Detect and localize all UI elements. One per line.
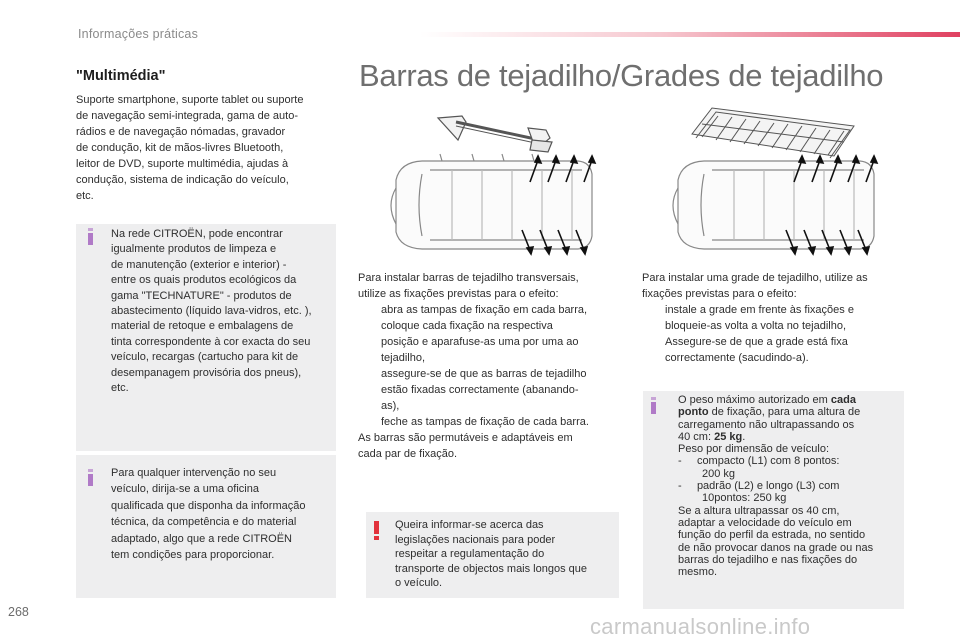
- info-line: entre os quais produtos ecológicos da: [111, 274, 297, 287]
- step-line: posição e aparafuse-as uma por uma ao: [381, 336, 579, 348]
- multimedia-line: leitor de DVD, suporte multimédia, ajudas à: [76, 158, 289, 170]
- weights-line: - compacto (L1) com 8 pontos:: [678, 455, 840, 468]
- weights-line: Se a altura ultrapassar os 40 cm,: [678, 504, 840, 517]
- multimedia-line: etc.: [76, 190, 94, 202]
- text-run: de fixação, para uma altura de: [708, 406, 861, 419]
- info-icon: [651, 397, 656, 414]
- info-line: veículo, recargas (cartucho para kit de: [111, 351, 299, 364]
- roof-bars-illustration: [436, 110, 554, 154]
- step-line: as),: [381, 400, 400, 412]
- step-line: coloque cada fixação na respectiva: [381, 320, 553, 332]
- weights-line: carregamento não ultrapassando os: [678, 418, 855, 431]
- info-icon: [88, 469, 93, 486]
- info-line: adaptado, algo que a rede CITROËN: [111, 532, 293, 545]
- step-line: feche as tampas de fixação de cada barra.: [381, 416, 589, 428]
- step-line: Assegure-se de que a grade está fixa: [665, 336, 848, 348]
- weights-line: de não provocar danos na grade ou nas: [678, 541, 874, 554]
- warning-line: respeitar a regulamentação do: [395, 548, 545, 561]
- weights-line: 200 kg: [702, 467, 736, 480]
- info-box-products: [76, 224, 336, 451]
- text-run: .: [742, 430, 746, 443]
- bars-instructions: [358, 270, 620, 462]
- text-run-bold: cada: [830, 394, 856, 406]
- multimedia-heading: "Multimédia": [76, 68, 166, 84]
- multimedia-line: condução, sistema de indicação do veículo,: [76, 174, 289, 186]
- rack-instructions: [642, 270, 906, 366]
- info-box-weights-text: [678, 394, 902, 578]
- warning-icon: [374, 521, 379, 538]
- weights-line: adaptar a velocidade do veículo em: [678, 516, 852, 529]
- info-line: tinta correspondente à cor exacta do seu: [111, 335, 311, 348]
- info-line: técnica, da competência e do material: [111, 516, 297, 529]
- bars-step: [358, 318, 620, 366]
- step-line: tejadilho,: [381, 352, 426, 364]
- step-line: estão fixadas correctamente (abanando-: [381, 384, 579, 396]
- text-run-bold: 25 kg: [714, 430, 743, 443]
- step-line: correctamente (sacudindo-a).: [665, 352, 809, 364]
- weights-line: [678, 431, 902, 443]
- weights-line: barras do tejadilho e nas fixações do: [678, 553, 858, 566]
- van-top-view-bars: [382, 152, 604, 262]
- info-line: qualificada que disponha da informação: [111, 499, 306, 512]
- warning-line: Queira informar-se acerca das: [395, 519, 544, 531]
- bars-step: [358, 366, 620, 414]
- bars-intro-line: utilize as fixações previstas para o efeito:: [358, 288, 559, 300]
- info-box-weights: [643, 391, 904, 609]
- step-line: instale a grade em frente às fixações e: [665, 304, 854, 316]
- info-line: tem condições para proporcionar.: [111, 549, 275, 562]
- warning-box-text: [395, 518, 617, 591]
- bars-step: [358, 302, 620, 318]
- bars-step: [358, 414, 620, 430]
- weights-line: Peso por dimensão de veículo:: [678, 443, 830, 456]
- section-title: Barras de tejadilho/Grades de tejadilho: [359, 58, 884, 93]
- multimedia-line: de navegação semi-integrada, gama de auto-: [76, 110, 298, 122]
- weights-line: [678, 394, 902, 406]
- warning-line: transporte de objectos mais longos que: [395, 562, 588, 575]
- info-box-products-text: [111, 227, 333, 396]
- weights-line: - padrão (L2) e longo (L3) com: [678, 480, 840, 493]
- info-box-service: [76, 455, 336, 598]
- warning-line: o veículo.: [395, 577, 443, 590]
- header-title: Informações práticas: [78, 27, 199, 41]
- text-run: O peso máximo autorizado em: [678, 394, 831, 406]
- info-line: gama "TECHNATURE" - produtos de: [111, 289, 292, 302]
- text-run: 40 cm:: [678, 430, 715, 443]
- rack-step: [642, 302, 906, 334]
- info-line: etc.: [111, 382, 129, 395]
- multimedia-text: [76, 92, 338, 204]
- header-accent-bar: [420, 32, 960, 37]
- rack-step: [642, 334, 906, 366]
- info-line: igualmente produtos de limpeza e: [111, 243, 277, 256]
- rack-intro-line: Para instalar uma grade de tejadilho, utilize as: [642, 272, 868, 284]
- info-line: desempanagem provisória dos pneus),: [111, 366, 302, 379]
- step-line: assegure-se de que as barras de tejadilho: [381, 368, 587, 380]
- van-top-view-rack: [664, 152, 886, 262]
- info-line: Para qualquer intervenção no seu: [111, 467, 277, 479]
- weights-line: função do perfil da estrada, no sentido: [678, 529, 866, 542]
- multimedia-line: Suporte smartphone, suporte tablet ou suporte: [76, 94, 304, 106]
- bars-intro-line: Para instalar barras de tejadilho transversais,: [358, 272, 579, 284]
- multimedia-line: de condução, kit de mãos-livres Bluetooth,: [76, 142, 284, 154]
- bars-outro-line: cada par de fixação.: [358, 448, 458, 460]
- info-box-service-text: [111, 465, 333, 563]
- warning-box-legislation: [366, 512, 619, 598]
- weights-line: 10pontos: 250 kg: [702, 492, 787, 505]
- info-line: veículo, dirija-se a uma oficina: [111, 483, 259, 496]
- bars-steps: [358, 302, 620, 430]
- weights-line: [678, 406, 902, 418]
- text-run-bold: ponto: [678, 406, 709, 419]
- rack-steps: [642, 302, 906, 366]
- weights-line: mesmo.: [678, 566, 718, 579]
- info-line: material de retoque e embalagens de: [111, 320, 294, 333]
- watermark: carmanualsonline.info: [590, 614, 811, 639]
- bars-outro-line: As barras são permutáveis e adaptáveis em: [358, 432, 573, 444]
- warning-line: legislações nacionais para poder: [395, 533, 556, 546]
- step-line: abra as tampas de fixação em cada barra,: [381, 304, 588, 316]
- info-line: abastecimento (líquido lava-vidros, etc. ),: [111, 305, 312, 318]
- info-line: de manutenção (exterior e interior) -: [111, 258, 287, 271]
- info-line: Na rede CITROËN, pode encontrar: [111, 228, 283, 240]
- page-number: 268: [8, 605, 29, 619]
- step-line: bloqueie-as volta a volta no tejadilho,: [665, 320, 847, 332]
- rack-intro-line: fixações previstas para o efeito:: [642, 288, 797, 300]
- multimedia-line: rádios e de navegação nómadas, gravador: [76, 126, 286, 138]
- info-icon: [88, 228, 93, 245]
